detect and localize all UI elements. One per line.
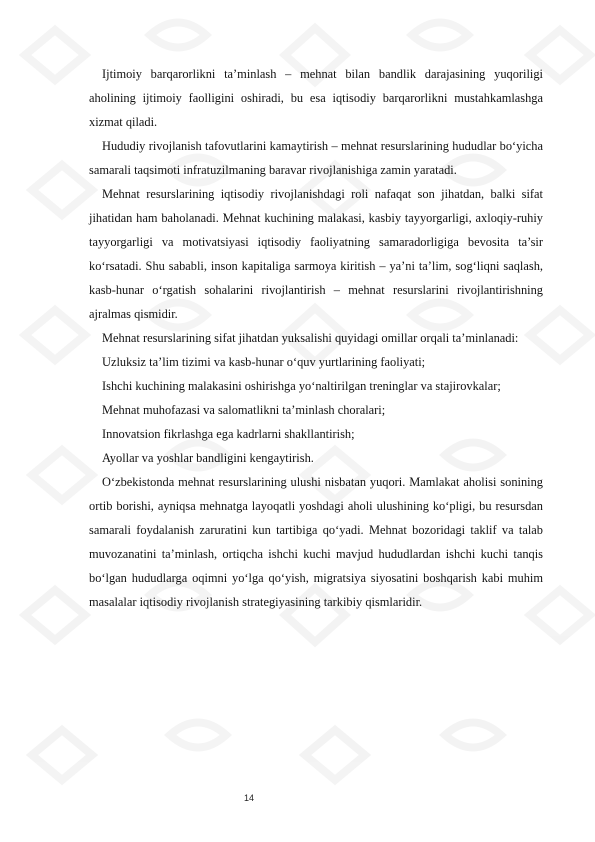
list-item-1: Uzluksiz ta’lim tizimi va kasb-hunar o‘quv yurtlarining faoliyati; [102, 355, 426, 369]
list-item-5: Ayollar va yoshlar bandligini kengaytirish. [102, 451, 314, 465]
paragraph-2: Hududiy rivojlanish tafovutlarini kamaytirish – mehnat resurslarining hududlar bo‘yicha samarali taqsimoti infratuzilmaning baravar rivojlanishiga zamin yaratadi. [89, 139, 543, 177]
list-item-2: Ishchi kuchining malakasini oshirishga yo‘naltirilgan treninglar va stajirovkalar; [102, 379, 501, 393]
page-number: 14 [244, 793, 255, 803]
list-item-4: Innovatsion fikrlashga ega kadrlarni shakllantirish; [102, 427, 355, 441]
document-body [89, 62, 543, 614]
paragraph-1: Ijtimoiy barqarorlikni ta’minlash – mehnat bilan bandlik darajasining yuqoriligi aholining ijtimoiy faolligini oshiradi, bu esa iqtisodiy barqarorlikni mustahkamlashga xizmat qiladi. [89, 67, 543, 129]
closing-paragraph: O‘zbekistonda mehnat resurslarining ulushi nisbatan yuqori. Mamlakat aholisi sonining ortib borishi, ayniqsa mehnatga layoqatli yoshdagi aholi ulushining ko‘pligi, bu resursdan samarali foydalanish zaruratini kun tartibiga qo‘yadi. Mehnat bozoridagi taklif va talab muvozanatini ta’minlash, ortiqcha ishchi kuchi mavjud hududlardan ishchi kuchi tanqis bo‘lgan hududlarga oqimni yo‘lga qo‘yish, migratsiya siyosatini boshqarish kabi muhim masalalar iqtisodiy rivojlanish strategiyasining tarkibiy qismlaridir. [89, 475, 543, 609]
list-item-3: Mehnat muhofazasi va salomatlikni ta’minlash choralari; [102, 403, 386, 417]
paragraph-4: Mehnat resurslarining sifat jihatdan yuksalishi quyidagi omillar orqali ta’minlanadi: [102, 331, 519, 345]
paragraph-3: Mehnat resurslarining iqtisodiy rivojlanishdagi roli nafaqat son jihatdan, balki sifat jihatidan ham baholanadi. Mehnat kuchining malakasi, kasbiy tayyorgarligi, axloqiy-ruhiy tayyorgarligi va motivatsiyasi iqtisodiy faoliyatning samaradorligiga bevosita ta’sir ko‘rsatadi. Shu sababli, inson kapitaliga sarmoya kiritish – ya’ni ta’lim, sog‘liqni saqlash, kasb-hunar o‘rgatish sohalarini rivojlantirish – mehnat resurslarini rivojlantirishning ajralmas qismidir. [89, 187, 543, 321]
